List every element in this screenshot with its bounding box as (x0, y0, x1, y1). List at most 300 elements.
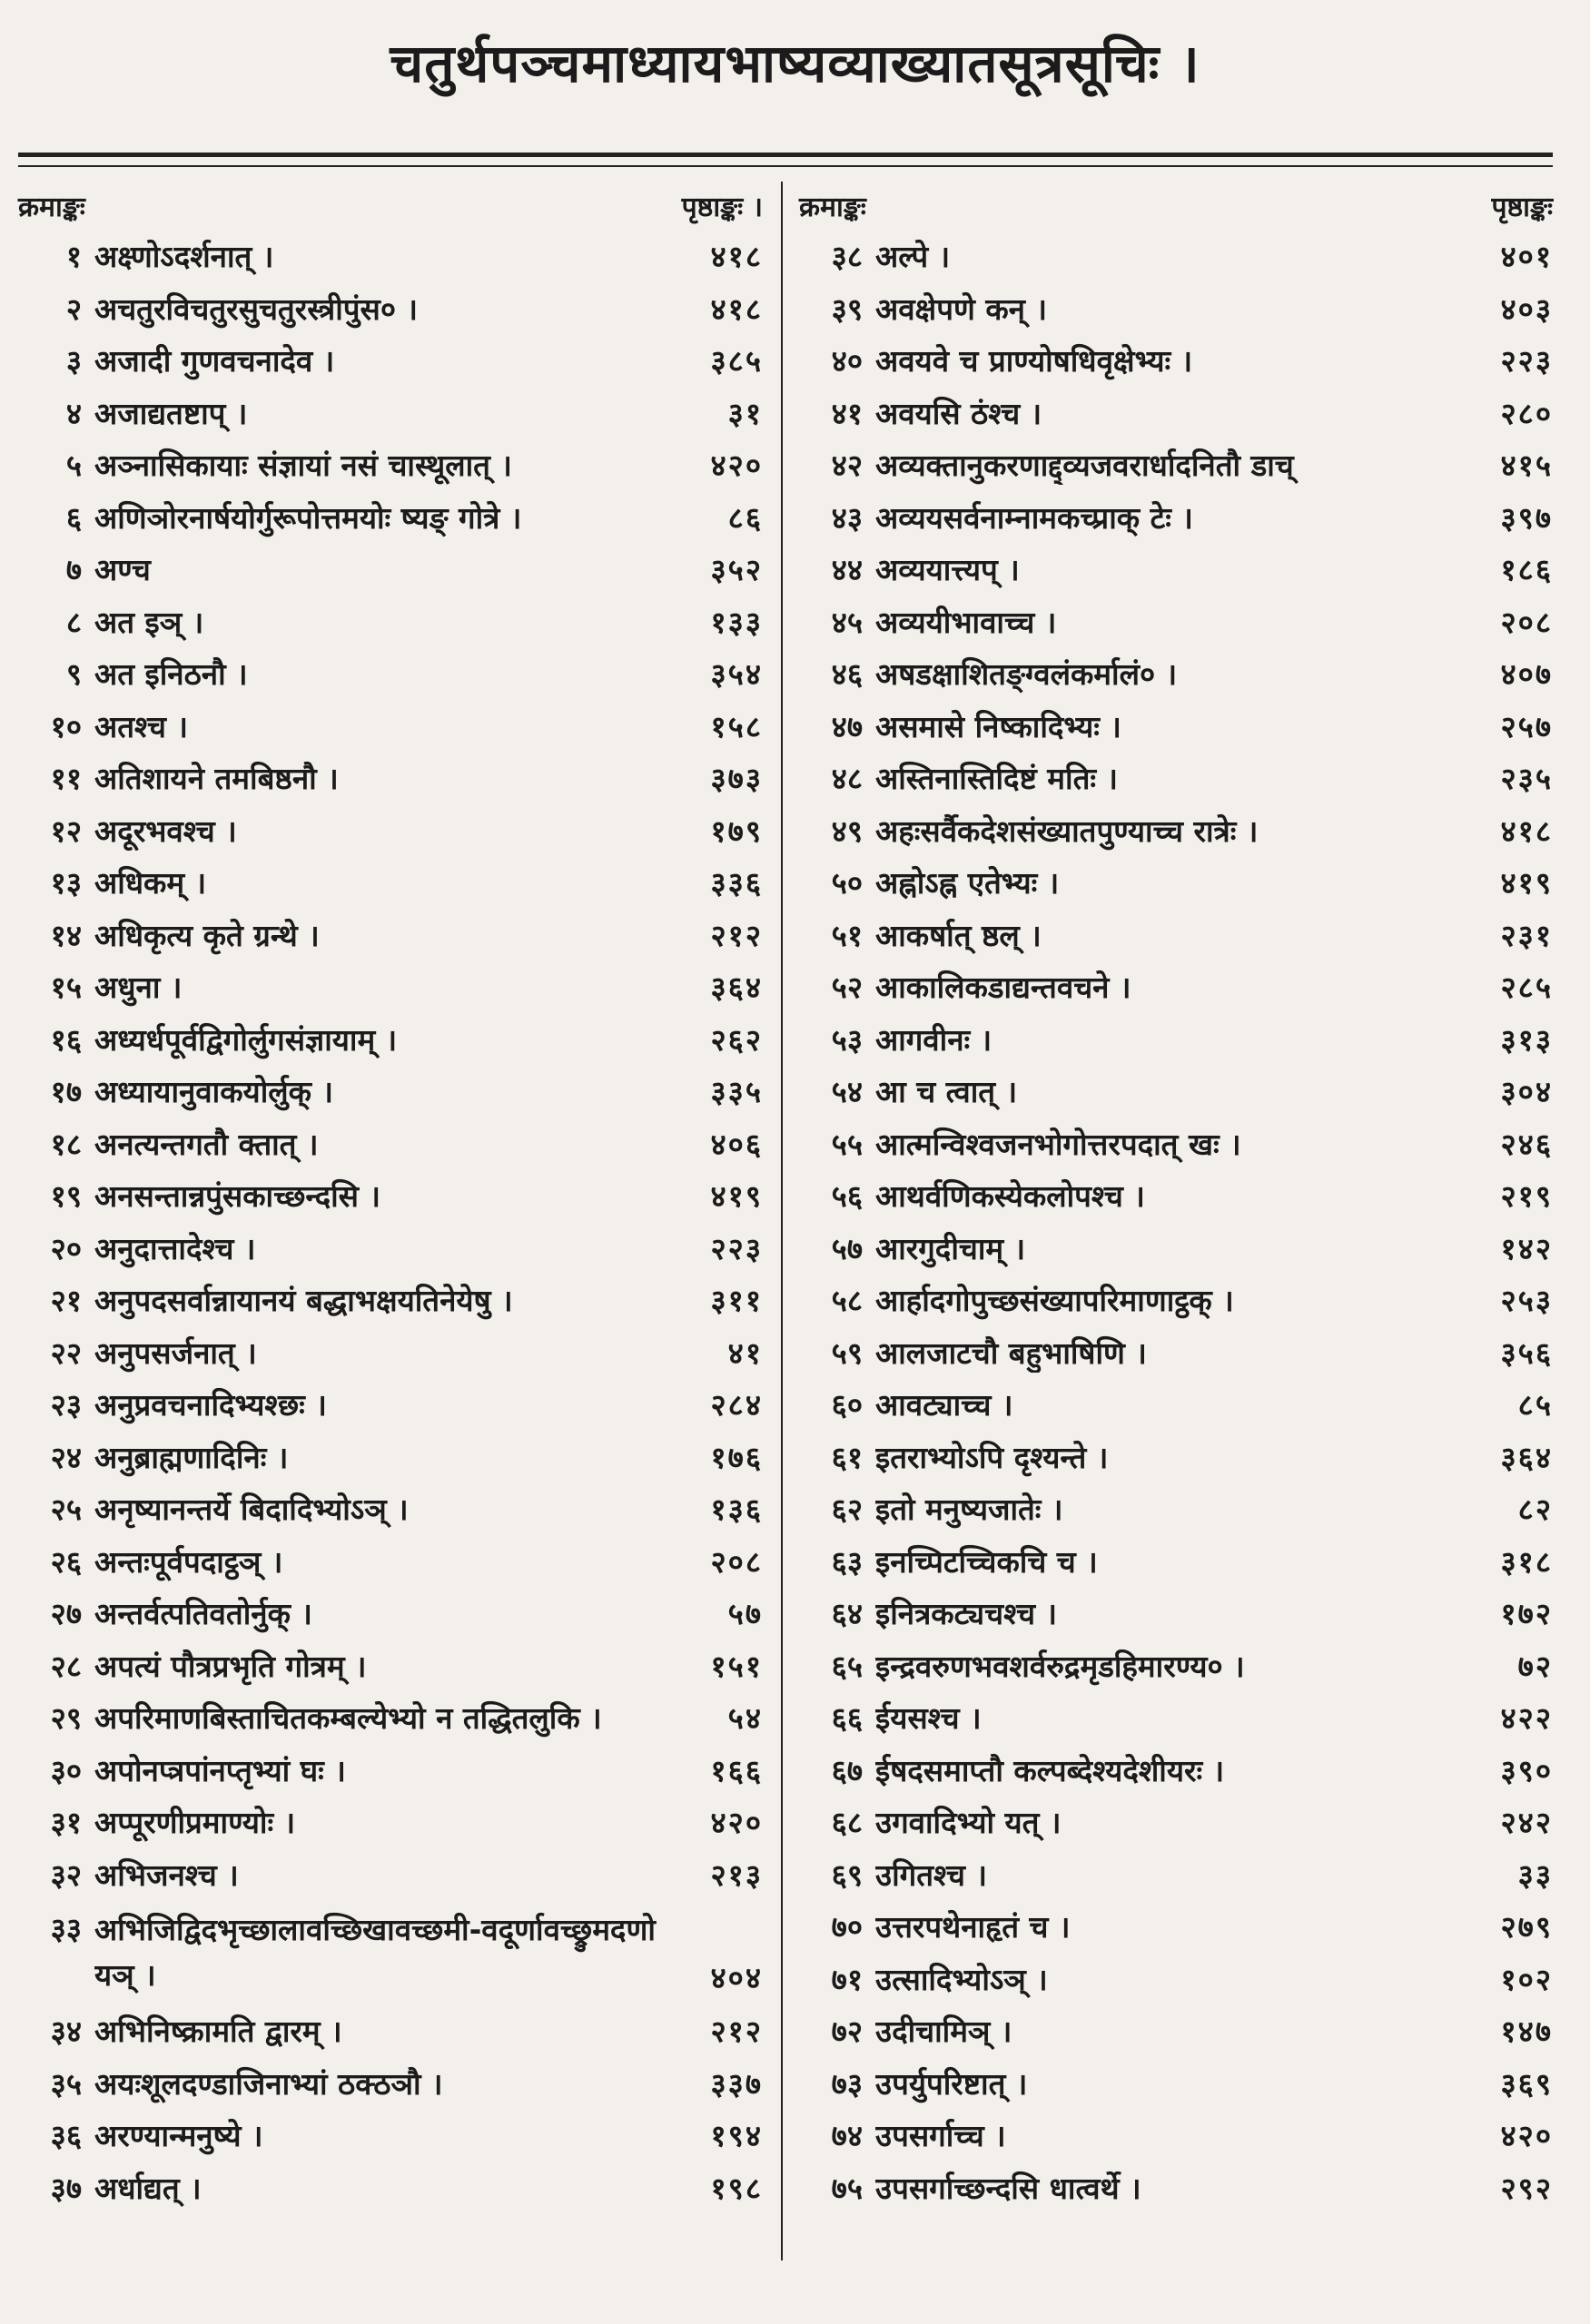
sutra-text: आरगुदीचाम् । (875, 1230, 1026, 1266)
entry-number: ११ (50, 761, 82, 797)
sutra-entry (799, 1378, 1553, 1431)
page-number: ८६ (727, 499, 763, 536)
sutra-entry (18, 1169, 763, 1222)
sutra-entry (799, 1535, 1553, 1588)
page-number: ३३५ (710, 1074, 763, 1110)
page-number: २१३ (710, 1856, 763, 1893)
entry-number: १६ (50, 1021, 82, 1058)
sutra-text: अपोनप्त्रपांनप्तृभ्यां घः । (94, 1752, 346, 1788)
page-number: ४०७ (1500, 656, 1553, 693)
page-number: १४२ (1500, 1230, 1553, 1266)
page-title: चतुर्थपञ्चमाध्यायभाष्यव्याख्यातसूत्रसूचिः । (390, 33, 1200, 94)
entry-number: १८ (50, 1126, 82, 1162)
entry-number: ५७ (831, 1230, 863, 1266)
entry-number: ६४ (831, 1596, 863, 1632)
sutra-entry (799, 1587, 1553, 1640)
sutra-text: अनसन्तान्नपुंसकाच्छन्दसि । (94, 1178, 380, 1215)
sutra-entry (799, 960, 1553, 1013)
entry-number: ७४ (831, 2118, 863, 2154)
entry-number: ३६ (50, 2118, 82, 2154)
page-number: ३१३ (1500, 1021, 1553, 1058)
page-number: ४२० (710, 1805, 763, 1841)
entry-number: १४ (50, 917, 82, 953)
entry-number: ३ (65, 343, 82, 379)
sutra-entry (18, 1431, 763, 1483)
entry-number: ६ (65, 499, 82, 536)
sutra-text: आगवीनः । (875, 1021, 993, 1058)
entry-number: १० (50, 708, 82, 744)
sutra-entry (18, 230, 763, 282)
column-divider (781, 182, 783, 2260)
sutra-entry (799, 647, 1553, 700)
sutra-entry (799, 804, 1553, 857)
double-rule-bottom (18, 165, 1553, 167)
sutra-entry (799, 1691, 1553, 1744)
entry-number: ४३ (831, 499, 863, 536)
page-number: ३१ (727, 395, 763, 431)
entry-number: ७५ (831, 2170, 863, 2206)
sutra-text: उत्सादिभ्योऽञ् । (875, 1961, 1048, 1997)
page-number: १७९ (710, 812, 763, 849)
page-number: ३६९ (1500, 2065, 1553, 2102)
sutra-entry (799, 387, 1553, 439)
entry-number: १ (65, 239, 82, 275)
sutra-text: इतराभ्योऽपि दृश्यन्ते । (875, 1439, 1109, 1475)
sutra-entry (799, 230, 1553, 282)
entry-number: ८ (65, 604, 82, 640)
sutra-entry (799, 1326, 1553, 1379)
page-number: ४०४ (710, 1960, 763, 1995)
page-number: ४१९ (710, 1178, 763, 1215)
sutra-text: उपसर्गाच्छन्दसि धात्वर्थे । (875, 2170, 1141, 2206)
entry-number: २६ (50, 1543, 82, 1580)
entry-number: २ (65, 290, 82, 327)
page-number: ३०४ (1500, 1074, 1553, 1110)
sutra-entry (18, 1691, 763, 1744)
entry-number: ५ (65, 448, 82, 484)
sutra-text: अन्तर्वत्पतिवतोर्नुक् । (94, 1596, 312, 1632)
sutra-text: अप्पूरणीप्रमाण्योः । (94, 1805, 296, 1841)
page-number: ८५ (1517, 1387, 1553, 1423)
sutra-text: अनुपदसर्वान्नायानयं बद्धाभक्षयतिनेयेषु । (94, 1283, 513, 1319)
page-number: ३९० (1500, 1752, 1553, 1788)
sutra-entry (799, 2004, 1553, 2057)
page-number: ३६४ (1500, 1439, 1553, 1475)
sutra-text: अल्पे । (875, 239, 951, 275)
sutra-text: अजाद्यतष्टाप् । (94, 395, 248, 431)
sutra-entry (18, 700, 763, 753)
entry-number: ५५ (831, 1126, 863, 1162)
sutra-text: अर्धाद्यत् । (94, 2170, 202, 2206)
sutra-entry (799, 2162, 1553, 2214)
entry-number: ३२ (50, 1856, 82, 1893)
page-number: ३५६ (1500, 1334, 1553, 1371)
entry-number: ६६ (831, 1700, 863, 1737)
page-number: २५३ (1500, 1283, 1553, 1319)
page-number: ३३ (1517, 1856, 1553, 1893)
sutra-entry (18, 1326, 763, 1379)
page-number: १५१ (710, 1648, 763, 1684)
page-number: १६६ (710, 1752, 763, 1788)
page-number: २२३ (1500, 343, 1553, 379)
sutra-entry (799, 1796, 1553, 1848)
sutra-text: अव्ययात्त्यप् । (875, 552, 1020, 588)
left-column (18, 186, 763, 2213)
sutra-text: अणिञोरनार्षयोर्गुरूपोत्तमयोः ष्यङ् गोत्रे । (94, 499, 522, 536)
sutra-entry (799, 1065, 1553, 1118)
sutra-text: अषडक्षाशितङ्ग्वलंकर्मालं० । (875, 656, 1178, 693)
sutra-entry (18, 334, 763, 387)
page-number: २०८ (710, 1543, 763, 1580)
page-number: ५४ (727, 1700, 763, 1737)
sutra-entry (18, 647, 763, 700)
page-number: १३३ (710, 604, 763, 640)
sutra-entry (799, 1482, 1553, 1535)
page-number: २९२ (1500, 2170, 1553, 2206)
sutra-text: अव्ययसर्वनाम्नामकच्प्राक् टेः । (875, 499, 1193, 536)
sutra-entry (799, 1222, 1553, 1275)
entry-number: २९ (50, 1700, 82, 1737)
sutra-text: उगितश्च । (875, 1856, 987, 1893)
right-column-header (799, 186, 1553, 230)
entry-number: ६५ (831, 1648, 863, 1684)
entry-number: ३० (50, 1752, 82, 1788)
sutra-text: आ च त्वात् । (875, 1074, 1018, 1110)
page-number: ८२ (1517, 1492, 1553, 1528)
entry-number: २३ (50, 1387, 82, 1423)
sutra-entry (799, 752, 1553, 804)
sutra-entry (799, 596, 1553, 648)
page-number: २१९ (1500, 1178, 1553, 1215)
sutra-entry (799, 438, 1553, 491)
sutra-text: अरण्यान्मनुष्ये । (94, 2118, 263, 2154)
entry-number: ३३ (50, 1911, 82, 1946)
sutra-text: अतश्च । (94, 708, 188, 744)
entry-number: ४१ (831, 395, 863, 431)
sutra-entry (18, 1482, 763, 1535)
sutra-text: आत्मन्विश्वजनभोगोत्तरपदात् खः । (875, 1126, 1241, 1162)
entry-number: २७ (50, 1596, 82, 1632)
page-number: ५७ (727, 1596, 763, 1632)
page-number: ४१८ (1500, 812, 1553, 849)
sutra-entry (18, 1848, 763, 1901)
sutra-entry (18, 1900, 763, 2004)
sutra-entry (18, 2162, 763, 2214)
entry-number: ५३ (831, 1021, 863, 1058)
sutra-entry (18, 1013, 763, 1066)
sutra-entry (18, 1065, 763, 1118)
entry-number: १५ (50, 970, 82, 1006)
sutra-entry (799, 856, 1553, 909)
sutra-text: अनत्यन्तगतौ क्तात् । (94, 1126, 319, 1162)
sutra-text: अवयसि ठंश्च । (875, 395, 1042, 431)
sutra-text: इन्द्रवरुणभवशर्वरुद्रमृडहिमारण्य० । (875, 1648, 1245, 1684)
page-number: १५८ (710, 708, 763, 744)
sutra-text: अभिजिद्विदभृच्छालावच्छिखावच्छमी-वदूर्णावच्छ्रुमदणो यञ् । (94, 1912, 656, 1993)
entry-number: ४२ (831, 448, 863, 484)
sutra-entry (799, 1431, 1553, 1483)
right-entry-list (799, 230, 1553, 2213)
sutra-text: अह्नोऽह्न एतेभ्यः । (875, 865, 1060, 901)
entry-number: ३४ (50, 2014, 82, 2050)
sutra-text: अचतुरविचतुरसुचतुरस्त्रीपुंस० । (94, 290, 419, 327)
entry-number: २१ (50, 1283, 82, 1319)
page-number: ७२ (1517, 1648, 1553, 1684)
page-number: ४०३ (1500, 290, 1553, 327)
sutra-entry (18, 2057, 763, 2110)
sutra-text: उपर्युपरिष्टात् । (875, 2065, 1028, 2102)
page-number: ३३६ (710, 865, 763, 901)
entry-number: ५४ (831, 1074, 863, 1110)
entry-number: ६० (831, 1387, 863, 1423)
sutra-text: अतिशायने तमबिष्ठनौ । (94, 761, 339, 797)
entry-number: ४९ (831, 812, 863, 849)
page-number: २६२ (710, 1021, 763, 1058)
page-number: २८५ (1500, 970, 1553, 1006)
page-number: ४१८ (710, 290, 763, 327)
sutra-entry (18, 596, 763, 648)
page-number: १७२ (1500, 1596, 1553, 1632)
sutra-entry (799, 2109, 1553, 2162)
sutra-entry (18, 282, 763, 335)
page-number: १०२ (1500, 1961, 1553, 1997)
entry-number: ४ (65, 395, 82, 431)
page-number: १३६ (710, 1492, 763, 1528)
sutra-entry (18, 804, 763, 857)
sutra-entry (18, 2004, 763, 2057)
sutra-text: इनच्पिटच्चिकचि च । (875, 1543, 1098, 1580)
entry-number: ७२ (831, 2014, 863, 2050)
entry-number: २२ (50, 1334, 82, 1371)
sutra-entry (799, 1848, 1553, 1901)
sutra-text: असमासे निष्कादिभ्यः । (875, 708, 1121, 744)
sutra-text: अभिजनश्च । (94, 1856, 239, 1893)
entry-number: ३८ (831, 239, 863, 275)
sutra-entry (799, 491, 1553, 544)
sutra-entry (799, 1274, 1553, 1326)
left-entry-list (18, 230, 763, 2213)
entry-number: २४ (50, 1439, 82, 1475)
entry-number: ४४ (831, 552, 863, 588)
sutra-entry (799, 1169, 1553, 1222)
page-number: २५७ (1500, 708, 1553, 744)
entry-number: ५१ (831, 917, 863, 953)
sutra-entry (799, 1744, 1553, 1797)
serial-number-heading: क्रमाङ्कः (18, 192, 85, 223)
sutra-text: अधुना । (94, 970, 183, 1006)
entry-number: ५८ (831, 1283, 863, 1319)
sutra-text: इनित्रकट्यचश्च । (875, 1596, 1058, 1632)
sutra-entry (18, 438, 763, 491)
sutra-text: आलजाटचौ बहुभाषिणि । (875, 1334, 1147, 1371)
sutra-text: आकर्षात् ष्ठल् । (875, 917, 1042, 953)
sutra-entry (18, 491, 763, 544)
entry-number: ४६ (831, 656, 863, 693)
sutra-entry (18, 752, 763, 804)
sutra-text: अत इञ् । (94, 604, 204, 640)
sutra-entry (18, 387, 763, 439)
sutra-entry (18, 856, 763, 909)
entry-number: ३५ (50, 2065, 82, 2102)
entry-number: ४८ (831, 761, 863, 797)
page-number: ४२० (1500, 2118, 1553, 2154)
sutra-text: अनृष्यानन्तर्ये बिदादिभ्योऽञ् । (94, 1492, 409, 1528)
entry-number: ९ (65, 656, 82, 693)
page-number: २१२ (710, 917, 763, 953)
entry-number: १३ (50, 865, 82, 901)
sutra-text: अवक्षेपणे कन् । (875, 290, 1047, 327)
sutra-entry (799, 1640, 1553, 1692)
sutra-text: अव्यक्तानुकरणाद्द्व्यजवरार्धादनितौ डाच् (875, 448, 1294, 484)
double-rule-top (18, 153, 1553, 157)
page-number: ४२० (710, 448, 763, 484)
page-number: १४७ (1500, 2014, 1553, 2050)
sutra-entry (799, 1013, 1553, 1066)
sutra-entry (799, 282, 1553, 335)
sutra-text: अहःसर्वैकदेशसंख्यातपुण्याच्च रात्रेः । (875, 812, 1259, 849)
sutra-entry (18, 1378, 763, 1431)
sutra-text: अञ्नासिकायाः संज्ञायां नसं चास्थूलात् । (94, 448, 512, 484)
entry-number: ४० (831, 343, 863, 379)
sutra-text: अदूरभवश्च । (94, 812, 237, 849)
entry-number: १२ (50, 812, 82, 849)
sutra-entry (18, 1118, 763, 1170)
page-number: २०८ (1500, 604, 1553, 640)
entry-number: ३७ (50, 2170, 82, 2206)
sutra-text: अनुप्रवचनादिभ्यश्छः । (94, 1387, 327, 1423)
right-column (799, 186, 1553, 2213)
page-number: २७९ (1500, 1909, 1553, 1945)
sutra-text: आर्हादगोपुच्छसंख्यापरिमाणाट्ठक् । (875, 1283, 1234, 1319)
sutra-text: अव्ययीभावाच्च । (875, 604, 1057, 640)
entry-number: २८ (50, 1648, 82, 1684)
sutra-entry (799, 2057, 1553, 2110)
entry-number: ४७ (831, 708, 863, 744)
page-number: ४१ (727, 1334, 763, 1371)
page-number: १८६ (1500, 552, 1553, 588)
entry-number: ७१ (831, 1961, 863, 1997)
page-number: ३११ (710, 1283, 763, 1319)
page-number: २४६ (1500, 1126, 1553, 1162)
sutra-entry (799, 543, 1553, 596)
sutra-entry (18, 1796, 763, 1848)
sutra-entry (18, 543, 763, 596)
sutra-entry (799, 1900, 1553, 1953)
entry-number: ७३ (831, 2065, 863, 2102)
page-number-heading: पृष्ठाङ्कः । (681, 192, 763, 223)
entry-number: २५ (50, 1492, 82, 1528)
sutra-entry (18, 909, 763, 961)
page-number: ४२२ (1500, 1700, 1553, 1737)
entry-number: ५० (831, 865, 863, 901)
page-number: ४१९ (1500, 865, 1553, 901)
entry-number: १७ (50, 1074, 82, 1110)
page-number: २३५ (1500, 761, 1553, 797)
page-number: २१२ (710, 2014, 763, 2050)
sutra-text: अभिनिष्क्रामति द्वारम् । (94, 2014, 342, 2050)
sutra-text: ईयसश्च । (875, 1700, 982, 1737)
entry-number: ५२ (831, 970, 863, 1006)
page-number: ३९७ (1500, 499, 1553, 536)
page-number: ४०६ (710, 1126, 763, 1162)
sutra-text: उगवादिभ्यो यत् । (875, 1805, 1062, 1841)
page-number: ३३७ (710, 2065, 763, 2102)
page-number: १७६ (710, 1439, 763, 1475)
entry-number: ४५ (831, 604, 863, 640)
page-number: २२३ (710, 1230, 763, 1266)
entry-number: १९ (50, 1178, 82, 1215)
sutra-entry (18, 1587, 763, 1640)
sutra-entry (799, 909, 1553, 961)
serial-number-heading: क्रमाङ्कः (799, 192, 866, 223)
sutra-text: आवट्याच्च । (875, 1387, 1013, 1423)
sutra-text: अक्ष्णोऽदर्शनात् । (94, 239, 274, 275)
sutra-text: ईषदसमाप्तौ कल्पब्देश्यदेशीयरः । (875, 1752, 1225, 1788)
sutra-text: उत्तरपथेनाहृतं च । (875, 1909, 1071, 1945)
page-number: २४२ (1500, 1805, 1553, 1841)
sutra-text: अस्तिनास्तिदिष्टं मतिः । (875, 761, 1119, 797)
sutra-text: अवयवे च प्राण्योषधिवृक्षेभ्यः । (875, 343, 1193, 379)
entry-number: ६८ (831, 1805, 863, 1841)
sutra-text: आथर्वणिकस्येकलोपश्च । (875, 1178, 1145, 1215)
page-number: १९८ (710, 2170, 763, 2206)
page-number: ३६४ (710, 970, 763, 1006)
entry-number: ३१ (50, 1805, 82, 1841)
sutra-entry (18, 960, 763, 1013)
page-number: ३७३ (710, 761, 763, 797)
entry-number: ६१ (831, 1439, 863, 1475)
sutra-text: अयःशूलदण्डाजिनाभ्यां ठक्ठञौ । (94, 2065, 443, 2102)
sutra-entry (799, 700, 1553, 753)
sutra-text: अधिकृत्य कृते ग्रन्थे । (94, 917, 320, 953)
page-number-heading: पृष्ठाङ्कः (1491, 192, 1553, 223)
sutra-text: इतो मनुष्यजातेः । (875, 1492, 1063, 1528)
sutra-text: अपरिमाणबिस्ताचितकम्बल्येभ्यो न तद्धितलुकि । (94, 1700, 602, 1737)
sutra-text: आकालिकडाद्यन्तवचने । (875, 970, 1131, 1006)
entry-number: ६९ (831, 1856, 863, 1893)
entry-number: ६७ (831, 1752, 863, 1788)
entry-number: ५६ (831, 1178, 863, 1215)
entry-number: ७ (65, 552, 82, 588)
sutra-text: अधिकम् । (94, 865, 207, 901)
entry-number: ६३ (831, 1543, 863, 1580)
sutra-entry (18, 1535, 763, 1588)
sutra-entry (18, 1744, 763, 1797)
page-number: २८० (1500, 395, 1553, 431)
page-number: ३५४ (710, 656, 763, 693)
sutra-entry (18, 1274, 763, 1326)
entry-number: ५९ (831, 1334, 863, 1371)
sutra-text: अण्च (94, 552, 151, 588)
page-number: ४०१ (1500, 239, 1553, 275)
page-number: ३१८ (1500, 1543, 1553, 1580)
sutra-text: अध्यर्धपूर्वद्विगोर्लुगसंज्ञायाम् । (94, 1021, 398, 1058)
sutra-text: उपसर्गाच्च । (875, 2118, 1006, 2154)
sutra-entry (799, 1953, 1553, 2005)
entry-number: ६२ (831, 1492, 863, 1528)
sutra-entry (799, 1118, 1553, 1170)
sutra-text: अनुदात्तादेश्च । (94, 1230, 256, 1266)
sutra-text: अपत्यं पौत्रप्रभृति गोत्रम् । (94, 1648, 367, 1684)
sutra-entry (18, 1222, 763, 1275)
entry-number: २० (50, 1230, 82, 1266)
sutra-text: अत इनिठनौ । (94, 656, 248, 693)
page-number: ३५२ (710, 552, 763, 588)
page-number: २८४ (710, 1387, 763, 1423)
page-number: २३१ (1500, 917, 1553, 953)
sutra-entry (799, 334, 1553, 387)
sutra-text: उदीचामिञ् । (875, 2014, 1012, 2050)
